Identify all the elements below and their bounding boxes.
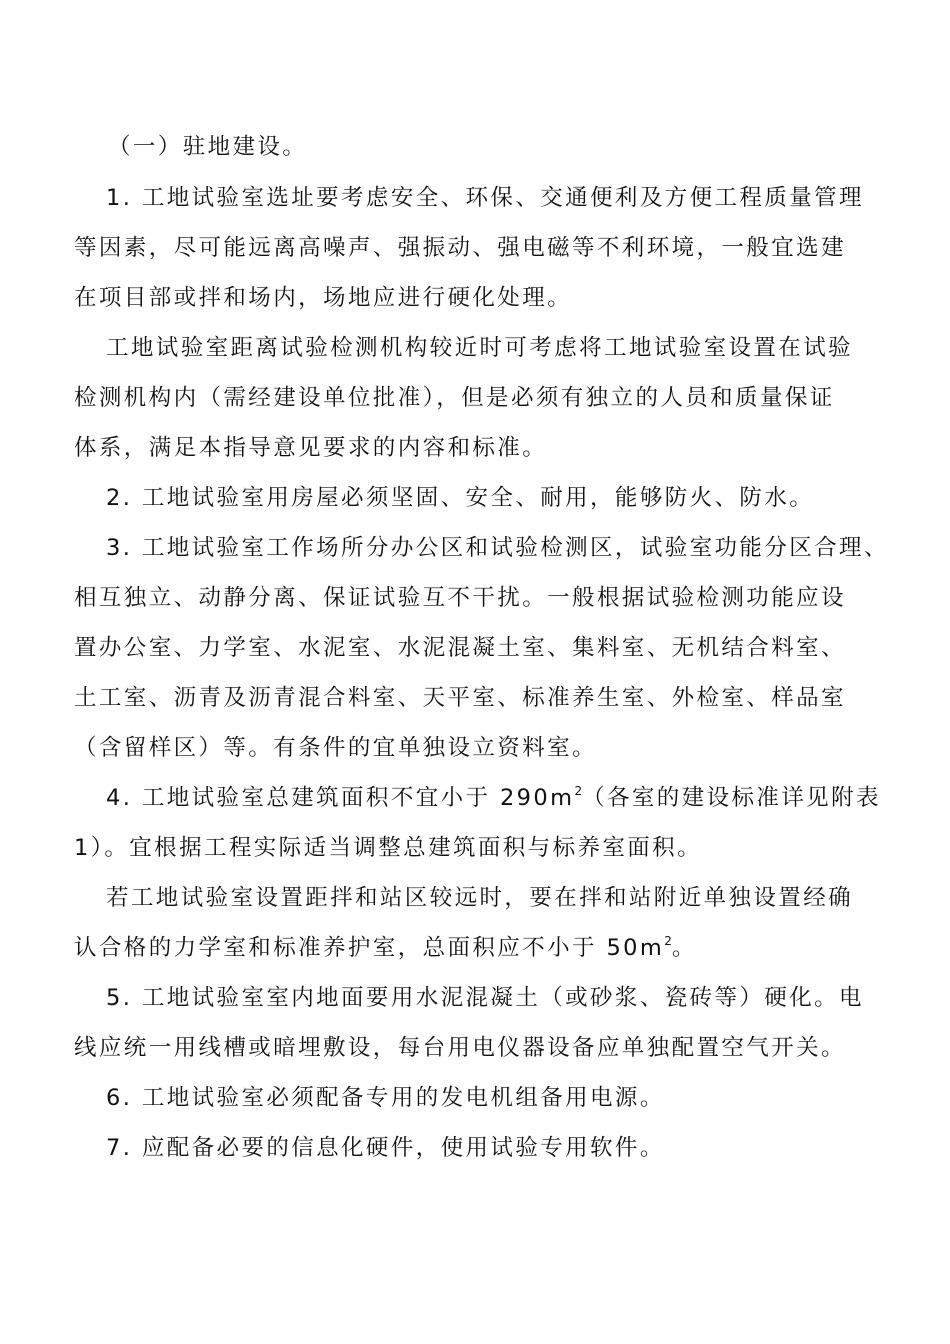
section-heading: （一）驻地建设。 — [108, 134, 308, 160]
paragraph-8-line-1: 6. 工地试验室必须配备专用的发电机组备用电源。 — [106, 1085, 665, 1111]
paragraph-2-line-3: 体系，满足本指导意见要求的内容和标准。 — [74, 435, 548, 461]
paragraph-4-line-2: 相互独立、动静分离、保证试验互不干扰。一般根据试验检测功能应设 — [74, 585, 846, 611]
paragraph-5-line-1-tail: （各室的建设标准详见附表 — [582, 785, 881, 811]
paragraph-7-line-2: 线应统一用线槽或暗埋敷设，每台用电仪器设备应单独配置空气开关。 — [74, 1035, 846, 1061]
paragraph-4-line-1: 3. 工地试验室工作场所分办公区和试验检测区，试验室功能分区合理、 — [106, 535, 889, 561]
paragraph-4-line-4: 土工室、沥青及沥青混合料室、天平室、标准养生室、外检室、样品室 — [74, 685, 846, 711]
paragraph-4-line-5: （含留样区）等。有条件的宜单独设立资料室。 — [74, 735, 597, 761]
paragraph-5-line-1-text: 4. 工地试验室总建筑面积不宜小于 290m — [106, 785, 575, 811]
paragraph-6-line-2-tail: 。 — [671, 935, 697, 961]
area-unit-superscript: 2 — [574, 784, 583, 798]
paragraph-4-line-3: 置办公室、力学室、水泥室、水泥混凝土室、集料室、无机结合料室、 — [74, 635, 846, 661]
paragraph-5-line-1 — [106, 783, 881, 813]
paragraph-2-line-1: 工地试验室距离试验检测机构较近时可考虑将工地试验室设置在试验 — [106, 335, 854, 361]
paragraph-7-line-1: 5. 工地试验室室内地面要用水泥混凝土（或砂浆、瓷砖等）硬化。电 — [106, 985, 864, 1011]
paragraph-3-line-1: 2. 工地试验室用房屋必须坚固、安全、耐用，能够防火、防水。 — [106, 485, 815, 511]
paragraph-1-line-2: 等因素，尽可能远离高噪声、强振动、强电磁等不利环境，一般宜选建 — [74, 235, 846, 261]
paragraph-2-line-2: 检测机构内（需经建设单位批准），但是必须有独立的人员和质量保证 — [74, 385, 835, 411]
paragraph-5-line-2: 1）。宜根据工程实际适当调整总建筑面积与标养室面积。 — [74, 835, 702, 861]
paragraph-9-line-1: 7. 应配备必要的信息化硬件，使用试验专用软件。 — [106, 1135, 665, 1161]
paragraph-6-line-2-text: 认合格的力学室和标准养护室，总面积应不小于 50m — [74, 935, 665, 961]
paragraph-1-line-3: 在项目部或拌和场内，场地应进行硬化处理。 — [74, 285, 573, 311]
paragraph-6-line-2 — [74, 933, 697, 963]
paragraph-6-line-1: 若工地试验室设置距拌和站区较远时，要在拌和站附近单独设置经确 — [106, 885, 854, 911]
paragraph-1-line-1: 1. 工地试验室选址要考虑安全、环保、交通便利及方便工程质量管理 — [106, 185, 864, 211]
area-unit-superscript: 2 — [664, 934, 672, 948]
